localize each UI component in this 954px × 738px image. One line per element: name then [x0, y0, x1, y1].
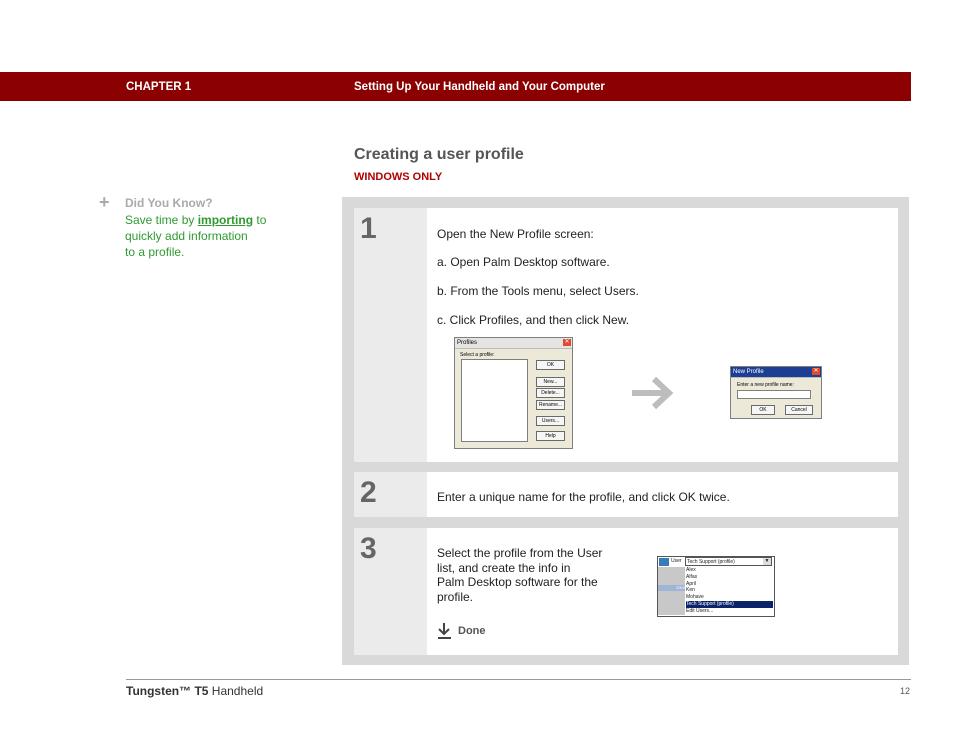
globe-icon: [659, 558, 669, 566]
step-number: 1: [360, 212, 377, 245]
delete-button[interactable]: Delete...: [536, 388, 565, 398]
profile-name-input[interactable]: [737, 390, 811, 399]
step-intro: Open the New Profile screen:: [437, 227, 594, 241]
list-item[interactable]: April: [686, 580, 697, 587]
help-button[interactable]: Help: [536, 431, 565, 441]
new-button[interactable]: New...: [536, 377, 565, 387]
did-you-know-title: Did You Know?: [125, 196, 213, 210]
list-item[interactable]: Mohave: [686, 594, 704, 601]
user-select[interactable]: Tech Support (profile) ▼: [685, 557, 772, 566]
dialog-label: Enter a new profile name:: [737, 382, 794, 388]
step-content: [427, 472, 898, 517]
close-icon[interactable]: ✕: [813, 368, 819, 374]
section-subtitle: WINDOWS ONLY: [354, 171, 443, 183]
step-text: Select the profile from the User list, and create the info in Palm Desktop software for the profile.: [437, 546, 603, 604]
dialog-label: Select a profile:: [460, 352, 495, 358]
done-label: Done: [458, 625, 486, 637]
step-2: [354, 472, 898, 517]
did-you-know-text: Save time by importing to quickly add information to a profile.: [125, 213, 267, 259]
step-1: [354, 208, 898, 462]
chapter-header-bar: [0, 72, 911, 101]
dialog-title-bar: Profiles ✕: [455, 338, 572, 349]
list-item[interactable]: Alex: [686, 567, 696, 573]
down-arrow-icon: [437, 623, 452, 640]
importing-link[interactable]: importing: [197, 213, 254, 227]
step-number: 3: [360, 532, 377, 565]
users-button[interactable]: Users...: [536, 416, 565, 426]
step-number: 2: [360, 476, 377, 509]
list-item-selected[interactable]: Tech Support (profile): [686, 601, 773, 608]
step-item: b. From the Tools menu, select Users.: [437, 284, 639, 298]
section-title: Creating a user profile: [354, 146, 524, 163]
new-profile-dialog: [730, 366, 822, 419]
step-3: [354, 528, 898, 655]
right-arrow-icon: [628, 372, 676, 414]
close-icon[interactable]: ✕: [564, 339, 570, 345]
calendar-year: 2003: [658, 585, 685, 591]
step-item: a. Open Palm Desktop software.: [437, 255, 610, 269]
list-item[interactable]: Alfas: [686, 573, 698, 580]
ok-button[interactable]: OK: [536, 360, 565, 370]
page-number: 12: [900, 686, 911, 696]
chevron-down-icon[interactable]: ▼: [764, 558, 770, 564]
cancel-button[interactable]: Cancel: [785, 405, 813, 415]
list-item[interactable]: Ken: [686, 587, 695, 594]
list-item[interactable]: Edit Users...: [686, 607, 714, 614]
user-options-list: [686, 567, 773, 615]
footer-product: Tungsten™ T5 Handheld: [126, 684, 264, 698]
footer-divider: [126, 679, 911, 680]
rename-button[interactable]: Rename...: [536, 400, 565, 410]
ok-button[interactable]: OK: [751, 405, 775, 415]
profiles-list[interactable]: [461, 359, 528, 442]
user-label: User: [671, 558, 682, 564]
dialog-title-bar: New Profile ✕: [731, 367, 821, 378]
step-item: c. Click Profiles, and then click New.: [437, 313, 630, 327]
user-dropdown: [657, 556, 775, 617]
plus-icon: +: [99, 192, 110, 212]
calendar-strip: [658, 567, 685, 615]
profiles-dialog: [454, 337, 573, 449]
step-text: Enter a unique name for the profile, and click OK twice.: [437, 490, 730, 504]
chapter-title: Setting Up Your Handheld and Your Computer: [354, 81, 605, 93]
chapter-label: CHAPTER 1: [126, 81, 192, 93]
